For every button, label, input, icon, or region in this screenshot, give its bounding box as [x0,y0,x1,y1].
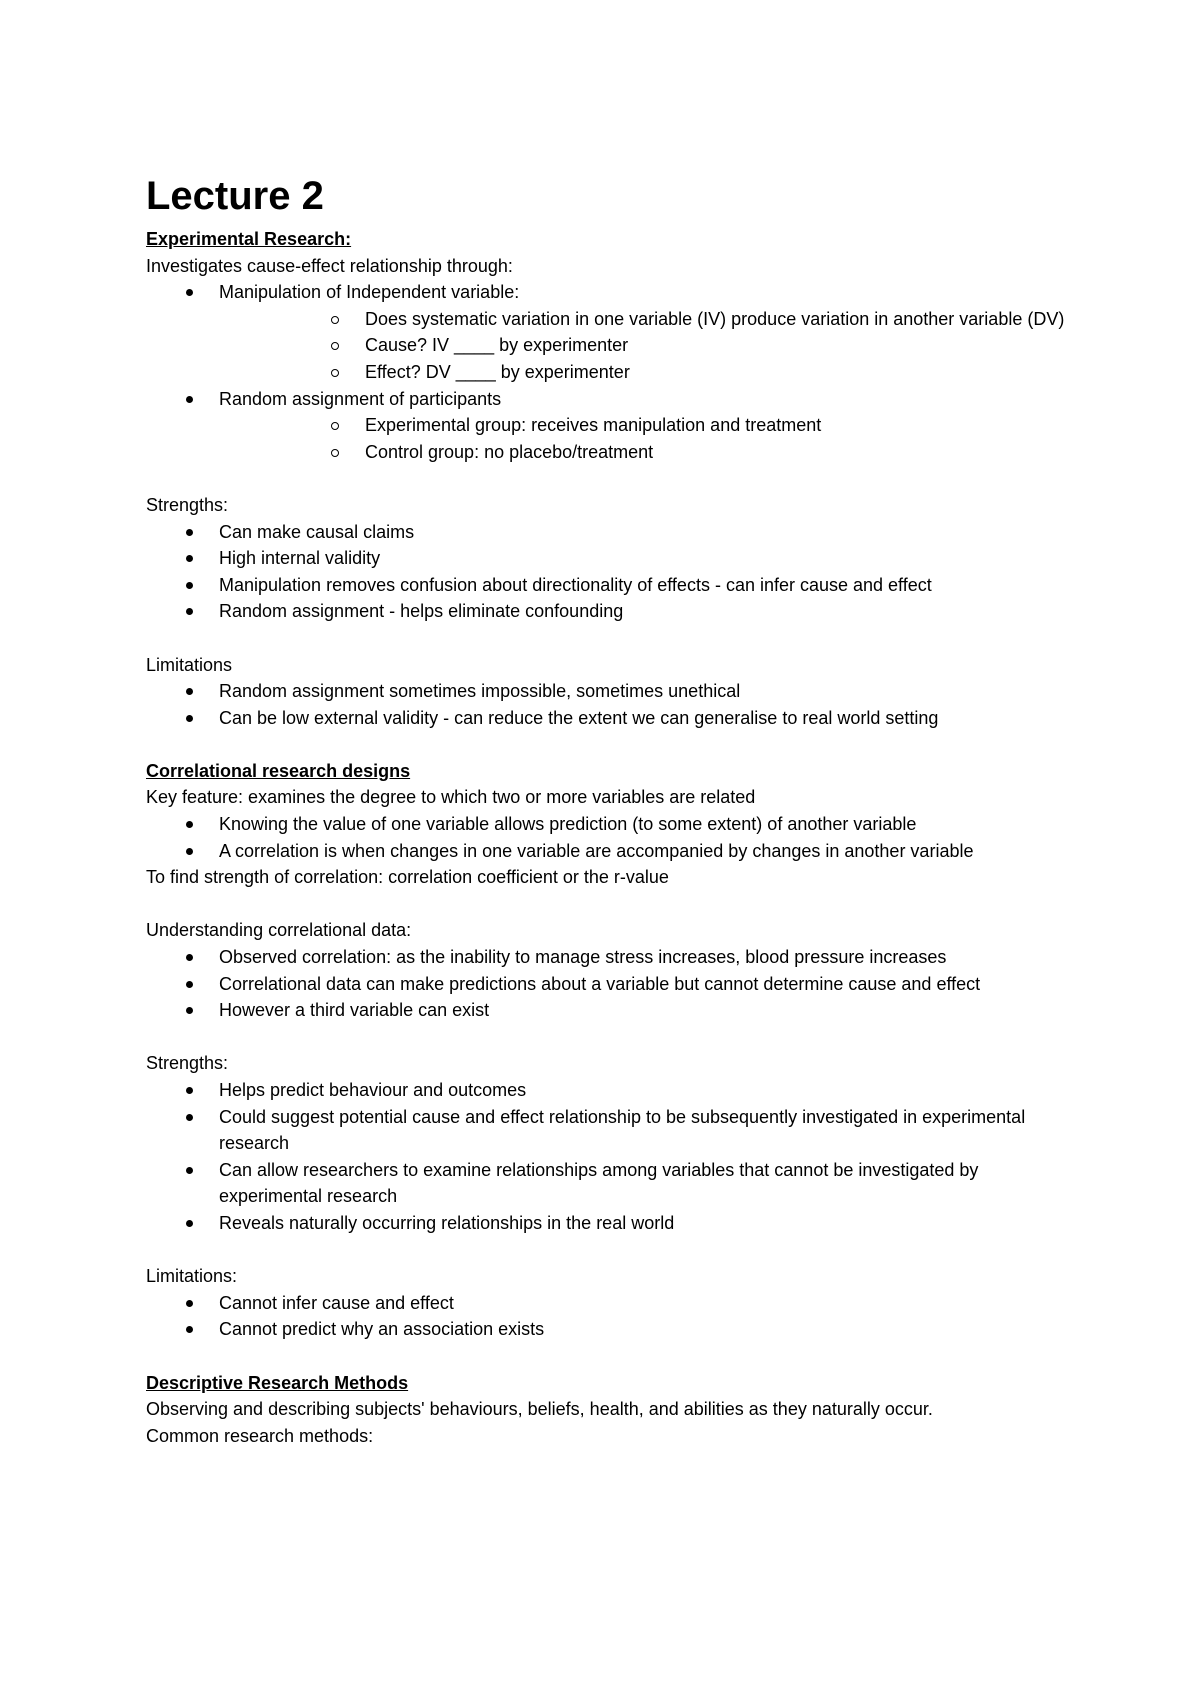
random-sublist [219,412,1066,465]
document-page [146,172,1066,1449]
spacer [146,1343,1066,1370]
list-item: Cannot infer cause and effect [146,1290,1066,1317]
list-item: Cause? IV ____ by experimenter [219,332,1066,359]
manipulation-sublist [219,306,1066,386]
spacer [146,465,1066,492]
experimental-list [146,279,1066,465]
understanding-label: Understanding correlational data: [146,920,412,941]
list-item-text: Random assignment of participants [219,388,502,409]
correlational-key-feature: Key feature: examines the degree to which two or more variables are related [146,787,756,808]
spacer [146,1024,1066,1051]
spacer [146,891,1066,918]
experimental-intro: Investigates cause-effect relationship through: [146,255,513,276]
correlational-section [146,758,1066,1370]
list-item: Can be low external validity - can reduce the extent we can generalise to real world setting [146,705,1066,732]
page-title: Lecture 2 [146,174,324,218]
correlational-strength-note: To find strength of correlation: correlation coefficient or the r-value [146,867,669,888]
spacer [146,731,1066,758]
list-item: Could suggest potential cause and effect relationship to be subsequently investigated in experimental research [146,1104,1066,1157]
list-item: Effect? DV ____ by experimenter [219,359,1066,386]
correlational-limitations-list [146,1290,1066,1343]
list-item: However a third variable can exist [146,997,1066,1024]
list-item: High internal validity [146,545,1066,572]
spacer [146,625,1066,652]
list-item: Does systematic variation in one variable (IV) produce variation in another variable (DV) [219,306,1066,333]
descriptive-intro: Observing and describing subjects' behaviours, beliefs, health, and abilities as they naturally occur. [146,1399,933,1420]
experimental-strengths-label: Strengths: [146,494,229,515]
correlational-heading: Correlational research designs [146,760,411,781]
descriptive-methods-label: Common research methods: [146,1425,374,1446]
list-item: Random assignment sometimes impossible, sometimes unethical [146,678,1066,705]
list-item: A correlation is when changes in one variable are accompanied by changes in another variable [146,838,1066,865]
experimental-heading: Experimental Research: [146,229,352,249]
list-item [146,386,1066,466]
experimental-strengths-list [146,519,1066,625]
experimental-limitations-label: Limitations [146,654,233,675]
correlational-key-list [146,811,1066,864]
experimental-section [146,226,1066,758]
descriptive-heading: Descriptive Research Methods [146,1372,409,1393]
list-item: Cannot predict why an association exists [146,1316,1066,1343]
spacer [146,1237,1066,1264]
correlational-strengths-label: Strengths: [146,1053,229,1074]
descriptive-section [146,1370,1066,1450]
understanding-list [146,944,1066,1024]
list-item: Experimental group: receives manipulation and treatment [219,412,1066,439]
list-item: Observed correlation: as the inability to manage stress increases, blood pressure increases [146,944,1066,971]
list-item: Reveals naturally occurring relationships in the real world [146,1210,1066,1237]
correlational-limitations-label: Limitations: [146,1266,238,1287]
list-item [146,279,1066,385]
correlational-strengths-list [146,1077,1066,1237]
list-item: Can make causal claims [146,519,1066,546]
list-item: Random assignment - helps eliminate confounding [146,598,1066,625]
list-item: Helps predict behaviour and outcomes [146,1077,1066,1104]
list-item: Correlational data can make predictions about a variable but cannot determine cause and effect [146,971,1066,998]
experimental-limitations-list [146,678,1066,731]
list-item: Can allow researchers to examine relationships among variables that cannot be investigated by experimental research [146,1157,1066,1210]
list-item-text: Manipulation of Independent variable: [219,282,520,303]
list-item: Knowing the value of one variable allows prediction (to some extent) of another variable [146,811,1066,838]
list-item: Control group: no placebo/treatment [219,439,1066,466]
list-item: Manipulation removes confusion about directionality of effects - can infer cause and effect [146,572,1066,599]
